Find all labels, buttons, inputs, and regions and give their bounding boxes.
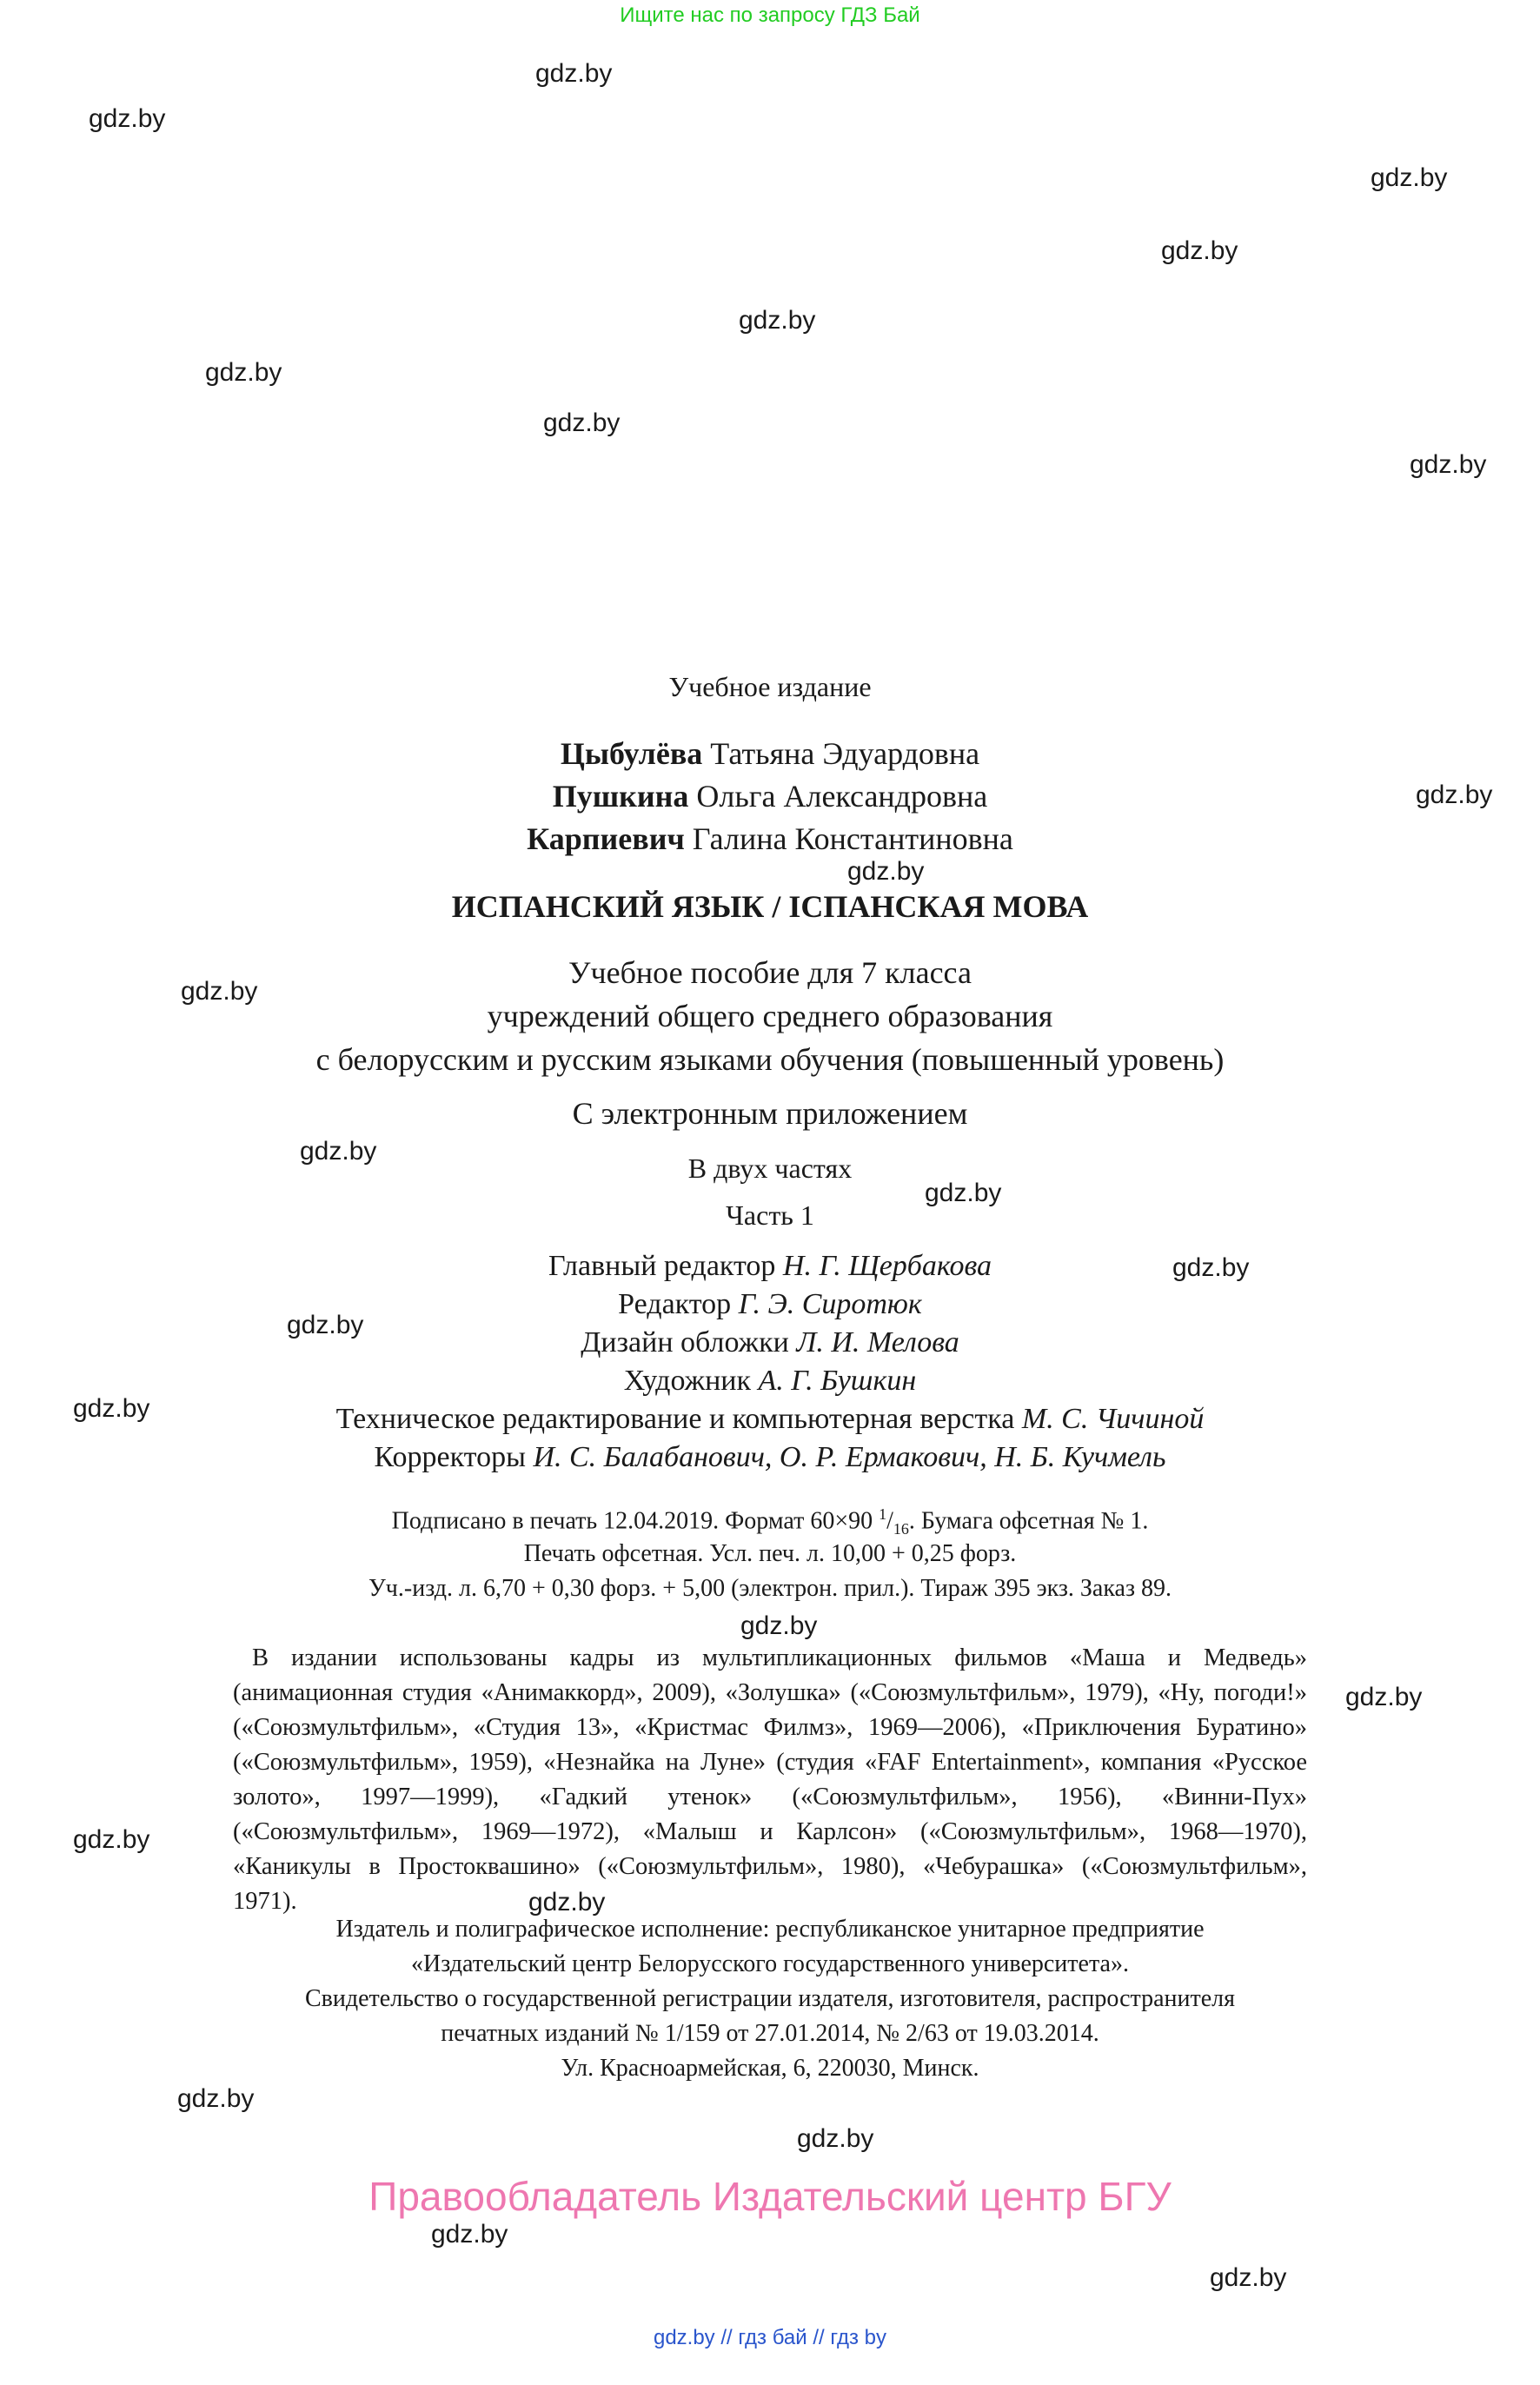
credit-line — [0, 1365, 1540, 1398]
credit-role: Художник — [623, 1365, 752, 1397]
watermark: gdz.by — [1371, 163, 1448, 192]
credit-person: М. С. Чичиной — [1021, 1403, 1205, 1435]
print-format-text: Подписано в печать 12.04.2019. Формат 60×90 — [391, 1507, 880, 1535]
edition-type: Учебное издание — [668, 671, 872, 702]
publisher-line: печатных изданий № 1/159 от 27.01.2014, № 2/63 от 19.03.2014. — [441, 2020, 1099, 2047]
rights-holder: Правообладатель Издательский центр БГУ — [368, 2174, 1172, 2219]
watermark: gdz.by — [1172, 1253, 1250, 1282]
watermark: gdz.by — [177, 2084, 255, 2113]
watermark: gdz.by — [181, 977, 258, 1006]
subtitle-line: с белорусским и русским языками обучения (повышенный уровень) — [315, 1042, 1225, 1077]
watermark: gdz.by — [205, 358, 282, 387]
credit-role: Техническое редактирование и компьютерная верстка — [335, 1403, 1015, 1435]
watermark: gdz.by — [543, 409, 621, 437]
paper-text: . Бумага офсетная № 1. — [908, 1507, 1149, 1535]
watermark: gdz.by — [431, 2220, 508, 2249]
top-banner[interactable]: Ищите нас по запросу ГДЗ Бай — [620, 3, 920, 27]
credit-line — [0, 1403, 1540, 1436]
watermark: gdz.by — [1410, 450, 1487, 479]
credit-line — [0, 1441, 1540, 1474]
author-name: Ольга Александровна — [696, 779, 988, 814]
author-name: Татьяна Эдуардовна — [710, 736, 980, 771]
author-name: Галина Константиновна — [692, 821, 1013, 856]
watermark: gdz.by — [528, 1888, 606, 1917]
print-info-line: Подписано в печать 12.04.2019. Формат 60×90 $^1/_{16}$. Бумага офсетная № 1. — [391, 1505, 1149, 1538]
credit-line — [0, 1288, 1540, 1321]
watermark: gdz.by — [1210, 2263, 1287, 2292]
credit-person: И. С. Балабанович, О. Р. Ермакович, Н. Б. Кучмель — [533, 1441, 1166, 1473]
book-title: ИСПАНСКИЙ ЯЗЫК / ІСПАНСКАЯ МОВА — [451, 889, 1089, 924]
parts-note: В двух частях — [687, 1153, 853, 1184]
credit-person: Л. И. Мелова — [796, 1326, 959, 1359]
credit-role: Редактор — [618, 1288, 732, 1320]
watermark: gdz.by — [89, 104, 166, 133]
publisher-line: «Издательский центр Белорусского государственного университета». — [411, 1950, 1129, 1977]
watermark: gdz.by — [1161, 236, 1238, 265]
print-info-line: Уч.-изд. л. 6,70 + 0,30 форз. + 5,00 (электрон. прил.). Тираж 395 экз. Заказ 89. — [368, 1575, 1172, 1602]
print-info-line: Печать офсетная. Усл. печ. л. 10,00 + 0,25 форз. — [523, 1540, 1017, 1567]
watermark: gdz.by — [740, 1611, 818, 1640]
watermark: gdz.by — [73, 1394, 150, 1423]
watermark: gdz.by — [535, 59, 613, 88]
format-fraction-numerator: 1 — [879, 1505, 887, 1523]
film-credits-paragraph: В издании использованы кадры из мультипликационных фильмов «Маша и Медведь» (анимационная студия «Анимаккорд», 2009), «Золушка» («Союзмультфильм», 1979), «Ну, погоди!» («Союзмультфильм», «Студия 13», «Кристмас Филмз», 1969—2006), «Приключения Буратино» («Союзмультфильм», 1959), «Незнайка на Луне» (студия «FAF Entertainment», компания «Русское золото», 1997—1999), «Гадкий утенок» («Союзмультфильм», 1956), «Винни-Пух» («Союзмультфильм», 1969—1972), «Малыш и Карлсон» («Союзмультфильм», 1968—1970), «Каникулы в Простоквашино» («Союзмультфильм», 1980), «Чебурашка» («Союзмультфильм», 1971). — [233, 1644, 1307, 1915]
watermark: gdz.by — [847, 857, 925, 886]
author-surname: Цыбулёва — [560, 736, 703, 771]
electronic-note: С электронным приложением — [572, 1096, 968, 1131]
author-surname: Пушкина — [552, 779, 689, 814]
credit-person: Н. Г. Щербакова — [782, 1250, 992, 1282]
subtitle-line: учреждений общего среднего образования — [487, 999, 1053, 1033]
credit-person: Г. Э. Сиротюк — [738, 1288, 922, 1320]
watermark: gdz.by — [797, 2124, 874, 2153]
credit-line — [0, 1250, 1540, 1283]
publisher-line: Издатель и полиграфическое исполнение: республиканское унитарное предприятие — [335, 1916, 1205, 1943]
watermark: gdz.by — [925, 1179, 1002, 1207]
author-line — [0, 735, 1540, 772]
watermark: gdz.by — [739, 306, 816, 335]
publisher-line: Ул. Красноармейская, 6, 220030, Минск. — [561, 2055, 979, 2082]
credit-role: Главный редактор — [548, 1250, 776, 1282]
credit-person: А. Г. Бушкин — [758, 1365, 917, 1397]
watermark: gdz.by — [300, 1137, 377, 1166]
watermark: gdz.by — [1416, 781, 1493, 809]
author-line — [0, 778, 1540, 814]
watermark: gdz.by — [73, 1825, 150, 1854]
footer-links[interactable]: gdz.by // гдз бай // гдз by — [653, 2326, 887, 2349]
subtitle-line: Учебное пособие для 7 класса — [568, 955, 972, 990]
publisher-line: Свидетельство о государственной регистрации издателя, изготовителя, распространителя — [304, 1985, 1235, 2012]
author-line — [0, 820, 1540, 857]
credit-role: Дизайн обложки — [581, 1326, 789, 1359]
watermark: gdz.by — [1345, 1683, 1423, 1711]
credit-role: Корректоры — [374, 1441, 526, 1473]
part-number: Часть 1 — [726, 1199, 814, 1231]
watermark: gdz.by — [287, 1311, 364, 1339]
credit-line — [0, 1326, 1540, 1359]
format-fraction-denominator: 16 — [893, 1519, 909, 1538]
author-surname: Карпиевич — [527, 821, 685, 856]
